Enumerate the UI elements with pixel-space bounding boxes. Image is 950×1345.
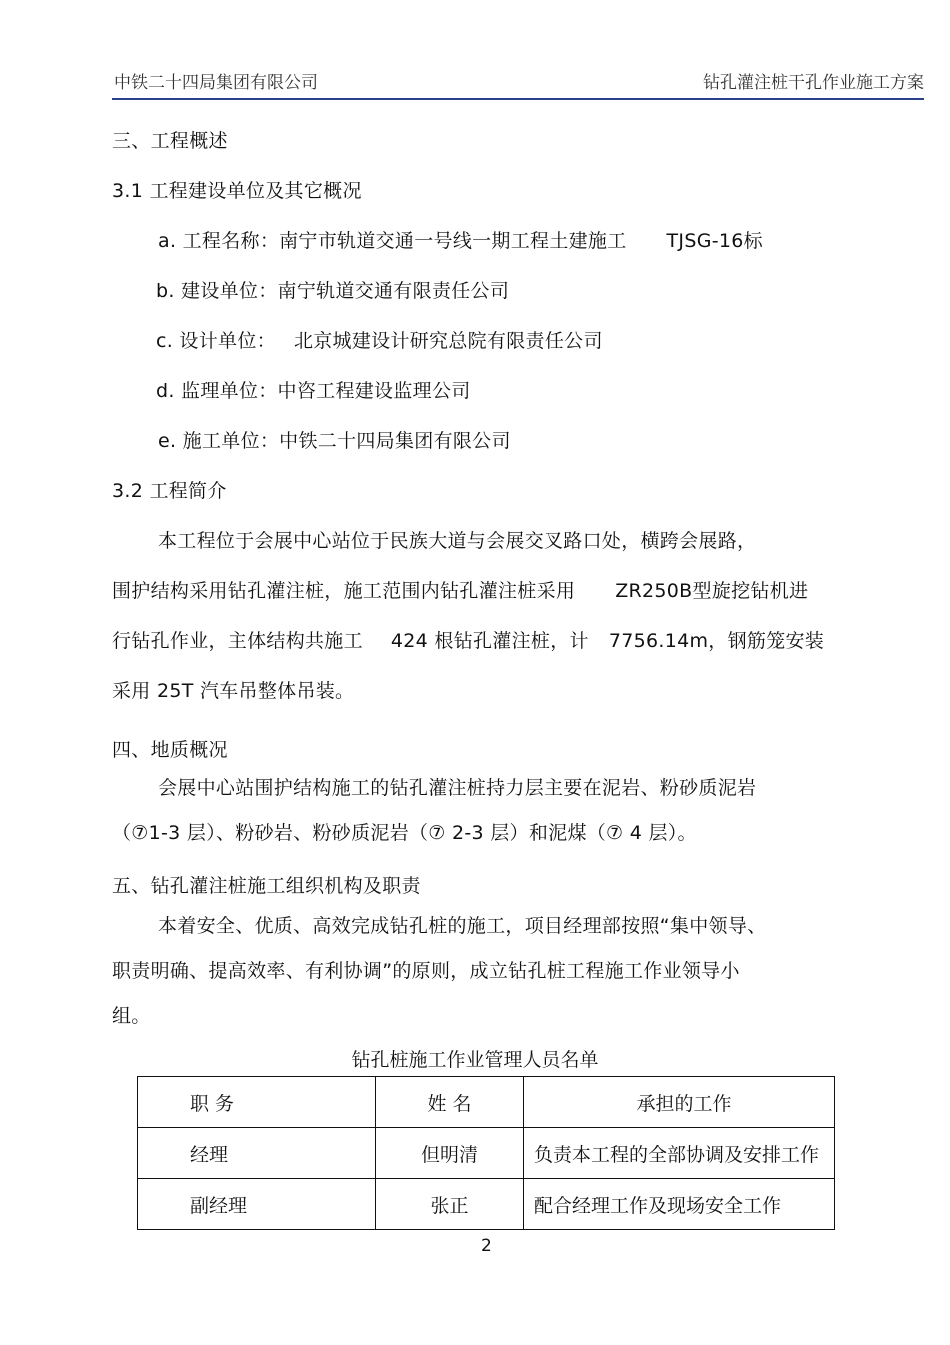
- intro-line-2: [112, 578, 808, 604]
- geology-line-2: （⑦1-3 层）、粉砂岩、粉砂质泥岩（⑦ 2-3 层）和泥煤（⑦ 4 层）。: [112, 822, 697, 844]
- intro-text: 424 根钻孔灌注桩，计: [390, 630, 589, 652]
- item-supervisor: [156, 378, 471, 404]
- item-value: 中铁二十四局集团有限公司: [279, 430, 511, 452]
- intro-line-3: [112, 628, 824, 654]
- intro-text: ZR250B型旋挖钻机进: [615, 580, 809, 602]
- header-cell-name: 姓 名: [376, 1077, 524, 1128]
- item-label: b. 建设单位：: [156, 280, 278, 302]
- intro-text: 7756.14m，钢筋笼安装: [608, 630, 825, 652]
- table-row: [138, 1128, 835, 1179]
- item-label: d. 监理单位：: [156, 380, 278, 402]
- table-caption: 钻孔桩施工作业管理人员名单: [351, 1049, 599, 1071]
- page-header: [112, 66, 924, 100]
- section-3-2-title: 3.2 工程简介: [112, 480, 227, 502]
- page-number: 2: [481, 1236, 492, 1256]
- intro-text: 行钻孔作业，主体结构共施工: [112, 630, 363, 652]
- item-extra: TJSG-16标: [666, 230, 763, 252]
- item-label: a. 工程名称：: [158, 230, 280, 252]
- item-label: e. 施工单位：: [158, 430, 280, 452]
- cell-duty: 负责本工程的全部协调及安排工作: [524, 1128, 835, 1179]
- header-company: 中铁二十四局集团有限公司: [114, 73, 318, 93]
- geology-line-1: 会展中心站围护结构施工的钻孔灌注桩持力层主要在泥岩、粉砂质泥岩: [158, 777, 757, 799]
- item-value: 南宁轨道交通有限责任公司: [277, 280, 510, 302]
- cell-position: 副经理: [138, 1179, 376, 1230]
- item-project-name: [158, 228, 763, 254]
- section-5-title: 五、钻孔灌注桩施工组织机构及职责: [112, 875, 421, 897]
- cell-position: 经理: [138, 1128, 376, 1179]
- header-doc-title: 钻孔灌注桩干孔作业施工方案: [703, 73, 924, 93]
- intro-text: 围护结构采用钻孔灌注桩，施工范围内钻孔灌注桩采用: [112, 580, 576, 602]
- section-4-title: 四、地质概况: [112, 739, 228, 761]
- cell-duty: 配合经理工作及现场安全工作: [524, 1179, 835, 1230]
- cell-name: 但明清: [376, 1128, 524, 1179]
- section-3-title: 三、工程概述: [112, 130, 228, 152]
- header-cell-duty: 承担的工作: [524, 1077, 835, 1128]
- header-cell-position: 职 务: [138, 1077, 376, 1128]
- item-label: c. 设计单位：: [156, 330, 276, 352]
- item-value: 中咨工程建设监理公司: [277, 380, 471, 402]
- staff-table: [137, 1076, 835, 1230]
- cell-name: 张正: [376, 1179, 524, 1230]
- org-line-2: 职责明确、提高效率、有利协调”的原则，成立钻孔桩工程施工作业领导小: [112, 960, 740, 982]
- table-header-row: [138, 1077, 835, 1128]
- item-contractor: [158, 428, 511, 454]
- section-3-1-title: 3.1 工程建设单位及其它概况: [112, 180, 362, 202]
- item-owner: [156, 278, 509, 304]
- intro-line-4: 采用 25T 汽车吊整体吊装。: [112, 680, 355, 702]
- intro-line-1: 本工程位于会展中心站位于民族大道与会展交叉路口处，横跨会展路，: [158, 530, 757, 552]
- org-line-3: 组。: [112, 1005, 151, 1027]
- item-designer: [156, 328, 603, 354]
- item-value: 北京城建设计研究总院有限责任公司: [293, 330, 603, 352]
- item-value: 南宁市轨道交通一号线一期工程土建施工: [279, 230, 627, 252]
- table-row: [138, 1179, 835, 1230]
- org-line-1: 本着安全、优质、高效完成钻孔桩的施工，项目经理部按照“集中领导、: [158, 915, 767, 937]
